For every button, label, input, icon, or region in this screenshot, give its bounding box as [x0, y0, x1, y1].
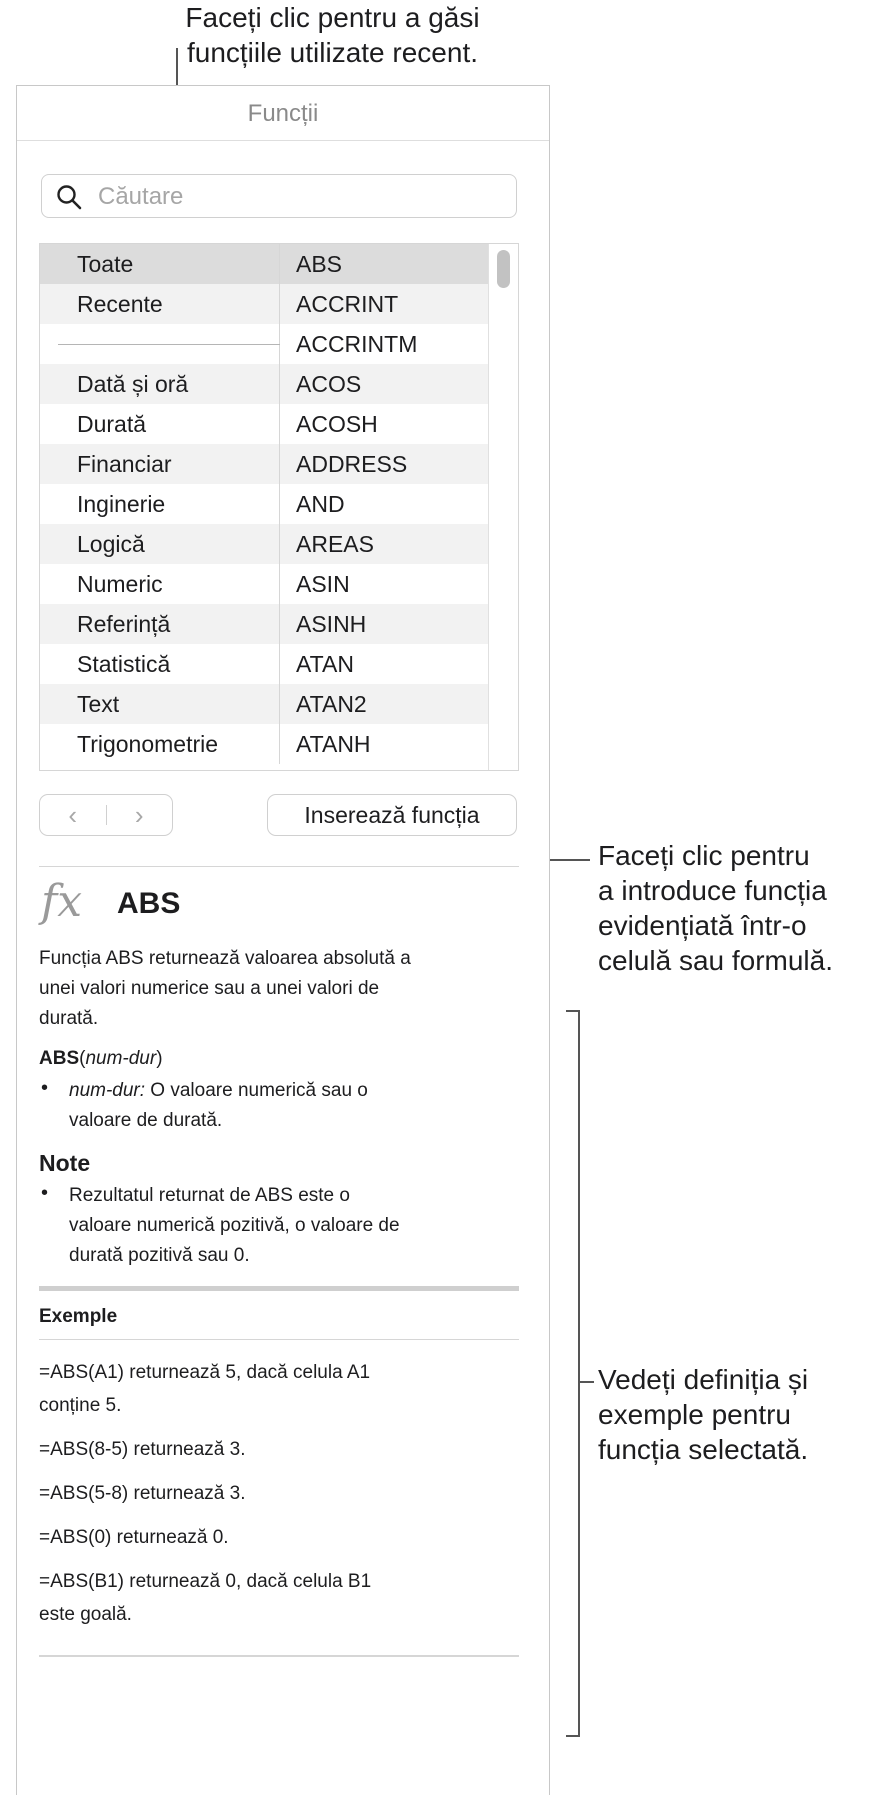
syntax-open: ( [79, 1048, 86, 1069]
fx-icon: fx [41, 876, 83, 927]
function-item[interactable]: ASINH [296, 611, 367, 637]
example: =ABS(A1) returnează 5, dacă celula A1 [39, 1362, 371, 1383]
example: =ABS(0) returnează 0. [39, 1527, 229, 1548]
function-item[interactable]: AND [296, 491, 345, 517]
note-line: valoare numerică pozitivă, o valoare de [69, 1215, 400, 1236]
category-item[interactable]: Durată [40, 404, 280, 444]
example: conține 5. [39, 1395, 122, 1416]
callout-insert-line2: a introduce funcția [598, 875, 827, 906]
table-row [40, 444, 489, 484]
table-row [40, 724, 489, 764]
category-separator [40, 324, 280, 364]
functions-panel [16, 85, 550, 1795]
search-input[interactable] [96, 179, 500, 215]
table-row [40, 404, 489, 444]
table-row [40, 244, 489, 284]
category-item[interactable]: Recente [40, 284, 280, 324]
function-item[interactable]: ATAN [296, 651, 354, 677]
search-field[interactable] [41, 174, 517, 218]
callout-insert-line4: celulă sau formulă. [598, 945, 834, 976]
function-syntax [39, 1044, 519, 1074]
function-browser [39, 243, 519, 771]
function-name: ABS [117, 887, 181, 920]
table-row [40, 484, 489, 524]
example: =ABS(8-5) returnează 3. [39, 1439, 246, 1460]
bottom-divider [39, 1655, 519, 1657]
examples-divider [39, 1286, 519, 1291]
callout-insert-line3: evidențiată într-o [598, 910, 807, 941]
description-line: unei valori numerice sau a unei valori de [39, 978, 380, 999]
search-icon [56, 184, 82, 210]
function-item[interactable]: ACOS [296, 371, 362, 397]
category-item[interactable]: Financiar [40, 444, 280, 484]
callout-recent [160, 0, 505, 70]
notes-heading: Note [39, 1150, 91, 1176]
function-item[interactable]: ADDRESS [296, 451, 408, 477]
callout-recent-line1: Faceți clic pentru a găsi [185, 2, 480, 33]
table-row [40, 524, 489, 564]
example: =ABS(5-8) returnează 3. [39, 1483, 246, 1504]
forward-button[interactable]: › [134, 799, 144, 830]
example: este goală. [39, 1604, 132, 1625]
function-item[interactable]: AREAS [296, 531, 374, 557]
function-item[interactable]: ATANH [296, 731, 371, 757]
argument-text: valoare de durată. [69, 1110, 223, 1131]
callout-insert [598, 838, 870, 978]
table-row [40, 284, 489, 324]
insert-function-button[interactable]: Inserează funcția [267, 794, 517, 836]
table-row [40, 644, 489, 684]
callout-definition-line1: Vedeți definiția și [598, 1364, 809, 1395]
table-row [40, 684, 489, 724]
note-line: durată pozitivă sau 0. [69, 1245, 250, 1266]
examples-header-line [39, 1339, 519, 1340]
callout-definition-line3: funcția selectată. [598, 1434, 809, 1465]
table-row [40, 364, 489, 404]
separator-line [58, 344, 280, 345]
notes-text [69, 1181, 509, 1271]
description-line: Funcția ABS returnează valoarea absolută a [39, 948, 411, 969]
category-item[interactable]: Inginerie [40, 484, 280, 524]
function-item[interactable]: ACOSH [296, 411, 378, 437]
callout-definition-line2: exemple pentru [598, 1399, 792, 1430]
table-row [40, 564, 489, 604]
description-line: durată. [39, 1008, 99, 1029]
function-item[interactable]: ATAN2 [296, 691, 367, 717]
function-item[interactable]: ACCRINT [296, 291, 399, 317]
callout-insert-line1: Faceți clic pentru [598, 840, 810, 871]
argument-text: O valoare numerică sau o [145, 1080, 368, 1101]
history-nav [39, 794, 173, 836]
table-row [40, 604, 489, 644]
function-description [39, 944, 519, 1034]
category-item[interactable]: Statistică [40, 644, 280, 684]
bullet: • [41, 1077, 49, 1099]
divider [39, 866, 519, 867]
example: =ABS(B1) returnează 0, dacă celula B1 [39, 1571, 372, 1592]
syntax-argument: num-dur [85, 1048, 157, 1069]
syntax-function: ABS [39, 1048, 80, 1069]
scrollbar-thumb[interactable] [497, 250, 510, 288]
bullet: • [41, 1182, 49, 1204]
argument-name: num-dur: [69, 1080, 146, 1101]
argument-description [69, 1076, 509, 1136]
function-item[interactable]: ACCRINTM [296, 331, 418, 357]
panel-title: Funcții [17, 86, 549, 141]
category-item[interactable]: Toate [40, 244, 280, 284]
scrollbar[interactable] [488, 244, 518, 770]
category-item[interactable]: Trigonometrie [40, 724, 280, 764]
category-item[interactable]: Logică [40, 524, 280, 564]
category-item[interactable]: Dată și oră [40, 364, 280, 404]
function-item[interactable]: ASIN [296, 571, 350, 597]
function-item[interactable]: ABS [296, 251, 343, 277]
examples-heading: Exemple [39, 1306, 118, 1327]
note-line: Rezultatul returnat de ABS este o [69, 1185, 350, 1206]
callout-definition [598, 1362, 870, 1467]
category-item[interactable]: Text [40, 684, 280, 724]
table-row [40, 324, 489, 364]
back-button[interactable]: ‹ [68, 799, 78, 830]
category-item[interactable]: Referință [40, 604, 280, 644]
callout-recent-line2: funcțiile utilizate recent. [186, 37, 479, 68]
category-item[interactable]: Numeric [40, 564, 280, 604]
syntax-close: ) [156, 1048, 163, 1069]
